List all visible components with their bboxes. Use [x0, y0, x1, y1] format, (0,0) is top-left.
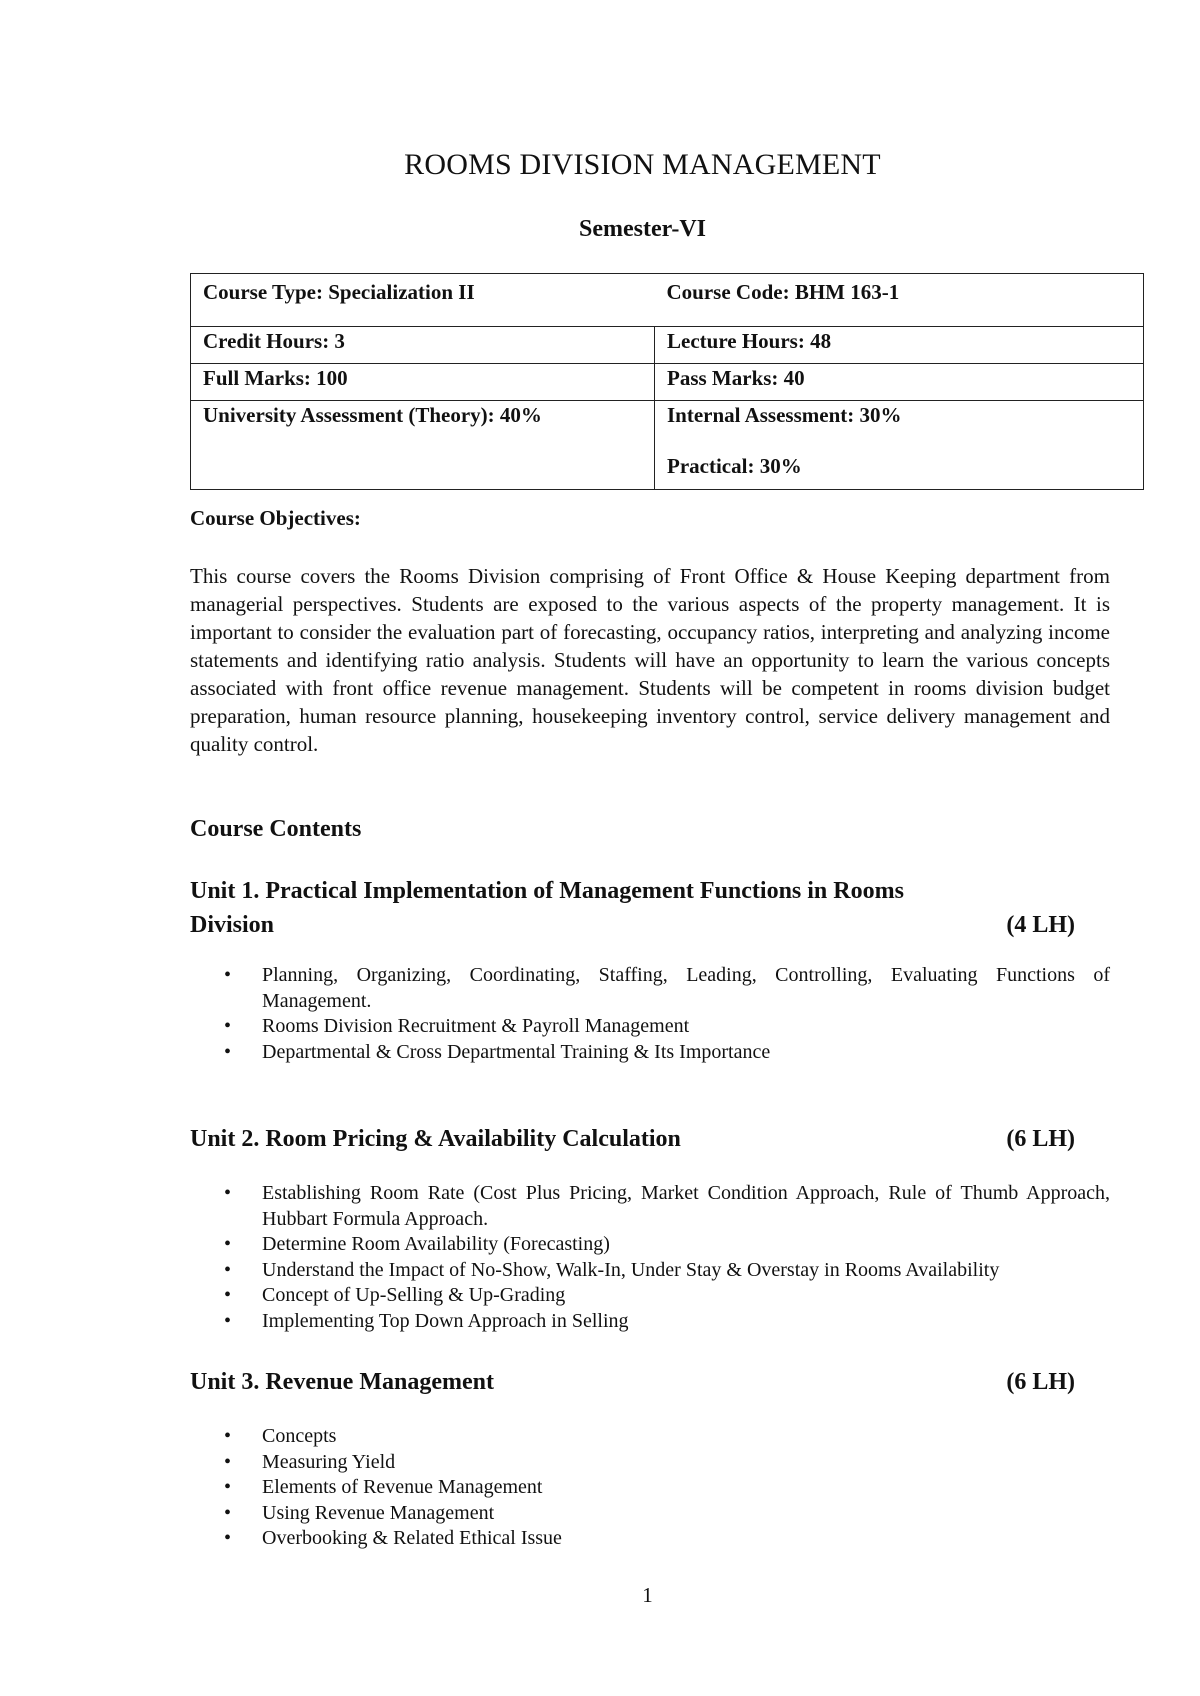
unit-2-heading	[190, 1122, 1075, 1156]
list-item: • Establishing Room Rate (Cost Plus Pricing, Market Condition Approach, Rule of Thumb Approach, Hubbart Formula Approach.	[224, 1182, 1110, 1230]
unit-1-title-line1: Unit 1. Practical Implementation of Management Functions in Rooms	[190, 878, 904, 904]
university-assessment-cell: University Assessment (Theory): 40%	[191, 401, 655, 490]
page-number: 1	[642, 1583, 653, 1607]
bullet-icon: •	[224, 1309, 232, 1332]
unit-2-title: Unit 2. Room Pricing & Availability Calculation	[190, 1126, 681, 1152]
list-item: • Determine Room Availability (Forecasting)	[262, 1232, 1110, 1258]
list-item: • Overbooking & Related Ethical Issue	[262, 1526, 1110, 1552]
course-type-cell: Course Type: Specialization II	[191, 274, 655, 327]
bullet-icon: •	[224, 1233, 232, 1255]
unit-1-hours: (4 LH)	[1006, 912, 1075, 938]
bullet-icon: •	[224, 1425, 232, 1447]
full-marks-cell: Full Marks: 100	[191, 364, 655, 401]
objectives-heading: Course Objectives:	[190, 506, 361, 530]
list-item: • Planning, Organizing, Coordinating, Staffing, Leading, Controlling, Evaluating Functions of Management.	[224, 964, 1110, 1012]
course-info-table	[190, 273, 1144, 490]
bullet-icon: •	[224, 1182, 232, 1204]
list-item: • Measuring Yield	[262, 1450, 1110, 1476]
list-item: • Rooms Division Recruitment & Payroll Management	[262, 1014, 1110, 1040]
table-row	[191, 364, 1144, 401]
list-item: • Departmental & Cross Departmental Training & Its Importance	[262, 1040, 1110, 1066]
unit-3-hours: (6 LH)	[1006, 1369, 1075, 1395]
course-contents-heading: Course Contents	[190, 816, 362, 842]
table-row	[191, 401, 1144, 490]
bullet-icon: •	[224, 1284, 232, 1306]
course-code-cell: Course Code: BHM 163-1	[655, 274, 1144, 327]
pass-marks-cell: Pass Marks: 40	[655, 364, 1144, 401]
bullet-icon: •	[224, 1476, 232, 1498]
credit-hours-cell: Credit Hours: 3	[191, 327, 655, 364]
bullet-icon: •	[224, 1015, 232, 1037]
lecture-hours-cell: Lecture Hours: 48	[655, 327, 1144, 364]
unit-2-list	[224, 1181, 1110, 1334]
unit-1-title-line2: Division	[190, 912, 275, 938]
table-row	[191, 327, 1144, 364]
semester-label: Semester-VI	[578, 216, 707, 242]
unit-2-hours: (6 LH)	[1006, 1126, 1075, 1152]
bullet-icon: •	[224, 1501, 232, 1524]
table-row	[191, 274, 1144, 327]
unit-3-heading	[190, 1365, 1075, 1399]
bullet-icon: •	[224, 1527, 232, 1549]
unit-1-list	[224, 963, 1110, 1065]
bullet-icon: •	[224, 1258, 232, 1281]
objectives-paragraph: This course covers the Rooms Division comprising of Front Office & House Keeping department from managerial perspectives. Students are exposed to the various aspects of the property management. It is important to consider the evaluation part of forecasting, occupancy ratios, interpreting and analyzing income statements and identifying ratio analysis. Students will have an opportunity to learn the various concepts associated with front office revenue management. Students will be competent in rooms division budget preparation, human resource planning, housekeeping inventory control, service delivery management and quality control.	[190, 564, 1110, 756]
list-item: • Implementing Top Down Approach in Selling	[262, 1309, 1110, 1335]
internal-assessment-text: Internal Assessment: 30%	[667, 403, 902, 427]
list-item: • Concept of Up-Selling & Up-Grading	[262, 1283, 1110, 1309]
bullet-icon: •	[224, 1040, 232, 1063]
bullet-icon: •	[224, 964, 232, 986]
list-item: • Elements of Revenue Management	[262, 1475, 1110, 1501]
assessment-cell	[655, 401, 1144, 490]
document-title: ROOMS DIVISION MANAGEMENT	[404, 148, 881, 181]
list-item: • Concepts	[262, 1424, 1110, 1450]
unit-3-title: Unit 3. Revenue Management	[190, 1369, 494, 1395]
list-item: • Using Revenue Management	[262, 1501, 1110, 1527]
unit-1-heading	[190, 874, 1075, 942]
bullet-icon: •	[224, 1450, 232, 1473]
practical-text: Practical: 30%	[667, 454, 802, 478]
list-item: • Understand the Impact of No-Show, Walk-In, Under Stay & Overstay in Rooms Availability	[262, 1258, 1110, 1284]
unit-3-list	[224, 1424, 1110, 1552]
